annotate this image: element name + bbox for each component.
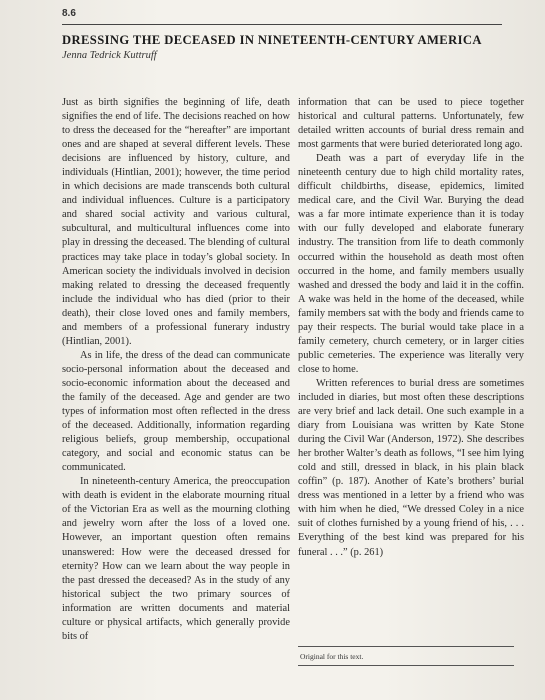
section-number: 8.6 <box>62 8 76 19</box>
paragraph: Written references to burial dress are sometimes included in diaries, but most often these descriptions are very brief and lack detail. One such example in a diary from Louisiana was written by Kate Stone during the Civil War (Anderson, 1972). She describes her brother Walter’s death as follows, “I see him lying cold and still, dressed in black, in his plain black coffin” (p. 187). Another of Kate’s brothers’ burial dress was mentioned in a letter by a friend who was with him when he died, “We dressed Coley in a nice suit of clothes furnished by a young friend of his, . . . Everything of the best kind was prepared for his funeral . . .” (p. 261) <box>298 377 524 558</box>
footnote: Original for this text. <box>300 652 364 661</box>
article-title: DRESSING THE DECEASED IN NINETEENTH-CENTURY AMERICA <box>62 33 482 47</box>
right-column <box>298 96 524 560</box>
paragraph: Death was a part of everyday life in the nineteenth century due to high child mortality rates, difficult childbirths, disease, epidemics, limited medical care, and the Civil War. Burying the dead was a far more intimate experience than it is today with our fully developed and elaborate funerary industry. The transition from life to death commonly occurred within the household as death most often occurred in the home, and family members usually washed and dressed the body and laid it in the coffin. A wake was held in the home of the deceased, while family members sat with the body and friends came to pay their respects. The burial would take place in a family cemetery, church cemetery, or in larger cities public cemeteries. The experience was literally very close to home. <box>298 153 524 375</box>
footnote-rule <box>298 646 514 647</box>
article-author: Jenna Tedrick Kuttruff <box>62 50 157 61</box>
paragraph: As in life, the dress of the dead can communicate socio-personal information about the deceased and socio-economic information about the deceased and the family of the deceased. Age and gender are two types of information most often reflected in the dress of the deceased. Additionally, information regarding religious beliefs, group membership, occupational category, and social and economic status can be communicated. <box>62 349 290 474</box>
header-rule <box>62 24 502 25</box>
paragraph: Just as birth signifies the beginning of life, death signifies the end of life. The decisions reached on how to dress the deceased for the “hereafter” are important ones and are shaped at several different levels. These decisions are influenced by history, culture, and individuals (Hintlian, 2001); however, the time period in which decisions are made transcends both cultural and individual influences. Culture is a participatory and shared social activity and various cultural, subcultural, and multicultural influences come into play in dressing the deceased. The blending of cultural practices may take place in today’s global society. In American society the individuals involved in decision making related to dressing the deceased frequently include the individual who has died (prior to their death), their close loved ones and family members, and members of a professional funerary industry (Hintlian, 2001). <box>62 97 290 347</box>
footnote-bottom-rule <box>298 665 514 666</box>
left-column <box>62 96 290 644</box>
paragraph: information that can be used to piece together historical and cultural patterns. Unfortunately, few detailed written accounts of burial dress remain and most garments that were buried deteriorated long ago. <box>298 97 524 151</box>
paragraph: In nineteenth-century America, the preoccupation with death is evident in the elaborate mourning ritual of the Victorian Era as well as the mourning clothing and jewelry worn after the loss of a loved one. However, an important question often remains unanswered: How were the deceased dressed for eternity? How can we learn about the way people in the past dressed the deceased? As in the study of any historical subject the two primary sources of information are written documents and material culture or physical artifacts, which generally provide bits of <box>62 476 290 642</box>
